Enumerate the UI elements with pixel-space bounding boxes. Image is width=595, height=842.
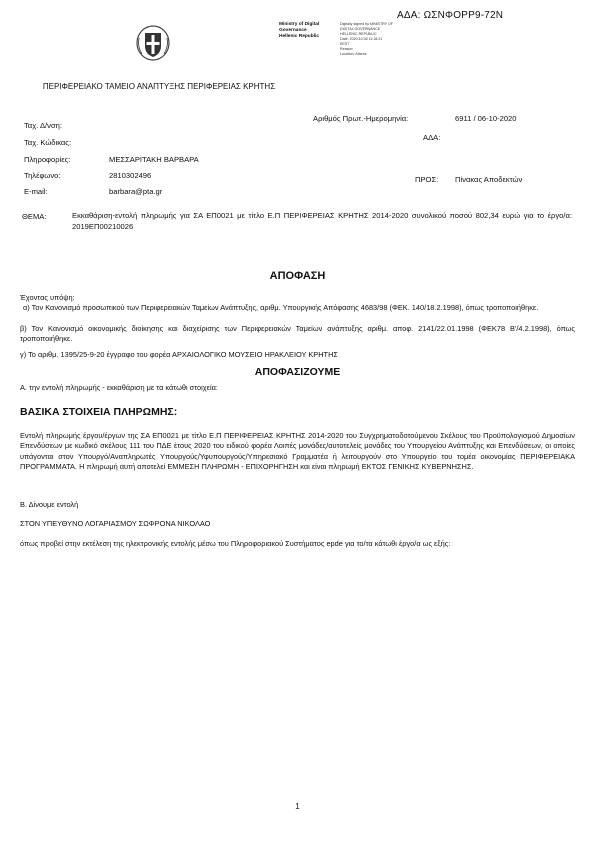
recipient-value: Πίνακας Αποδεκτών	[455, 175, 523, 184]
recipient-label: ΠΡΟΣ:	[415, 175, 439, 184]
info-value: ΜΕΣΣΑΡΙΤΑΚΗ ΒΑΡΒΑΡΑ	[109, 155, 199, 164]
account-holder: ΣΤΟΝ ΥΠΕΥΘΥΝΟ ΛΟΓΑΡΙΑΣΜΟΥ ΣΩΦΡΟΝΑ ΝΙΚΟΛΑΟ	[20, 519, 211, 528]
organization-name: ΠΕΡΙΦΕΡΕΙΑΚΟ ΤΑΜΕΙΟ ΑΝΑΠΤΥΞΗΣ ΠΕΡΙΦΕΡΕΙΑΣ ΚΡΗΤΗΣ	[42, 82, 276, 91]
signature-line: Governance	[279, 28, 307, 33]
email-label: E-mail:	[24, 187, 48, 196]
considering-item-a: α) Τον Κανονισμό προσωπικού των Περιφερειακών Ταμείων Ανάπτυξης, αριθμ. Υπουργικής Απόφασης 4683/98 (ΦΕΚ. 140/18.2.1998), όπως τροποποιήθηκε.	[23, 303, 539, 312]
protocol-value: 6911 / 06-10-2020	[455, 114, 517, 123]
signature-detail: Date: 2020.10.06 11:18:21	[340, 37, 383, 41]
info-label: Πληροφορίες:	[24, 155, 71, 164]
signature-line: Ministry of Digital	[279, 22, 320, 27]
we-decide-title: ΑΠΟΦΑΣΙΖΟΥΜΕ	[254, 366, 341, 378]
payment-paragraph: Εντολή πληρωμής έργου/έργων της ΣΑ ΕΠ0021 με τίτλο Ε.Π ΠΕΡΙΦΕΡΕΙΑΣ ΚΡΗΤΗΣ 2014-2020 του Συγχρηματοδοτούμενου Σκέλους του Προϋπολογισμού Δημοσίων Επενδύσεων με κωδικό σκέλους 111 του ΠΔΕ έτους 2020 του ειδικού φορέα Λοιπές μονάδες/αυτοτελείς μονάδες του Υπουργείου Ανάπτυξης και Επενδύσεων, οι οποίες υπάγονται στον Υπουργό/Αναπληρωτές Υπουργούς/Υφυπουργούς/Υπηρεσιακό Γραμματέα ή λειτουργούν στο Υπουργείο του τομέα οικονομίας ΠΕΡΙΦΕΡΕΙΑΚΑ ΠΡΟΓΡΑΜΜΑΤΑ. Η πληρωμή αυτή αποτελεί ΕΜΜΕΣΗ ΠΛΗΡΩΜΗ - ΕΠΙΧΟΡΗΓΗΣΗ και είναι πληρωμή ΕΚΤΟΣ ΓΕΝΙΚΗΣ ΚΥΒΕΡΝΗΣΗΣ.	[20, 431, 575, 471]
page-number: 1	[295, 802, 300, 811]
execution-instruction: όπως προβεί στην εκτέλεση της ηλεκτρονικής εντολής μέσω του Πληροφοριακού Συστήματος epde για το/τα κάτωθι έργο/α ως εξής:	[20, 539, 451, 548]
ada-header: ΑΔΑ: ΩΣΝΦΟΡΡ9-72Ν	[397, 10, 504, 21]
considering-item-b: β) Τον Κανονισμό οικονομικής διοίκησης και διαχείρισης των Περιφερειακών Ταμείων ανάπτυξης αριθμ. αποφ. 2141/22.01.1998 (ΦΕΚ78 Β'/4.2.1998), όπως τροποποιήθηκε.	[20, 324, 575, 344]
considering-item-c: γ) Το αριθμ. 1395/25-9-20 έγγραφο του φορέα ΑΡΧΑΙΟΛΟΓΙΚΟ ΜΟΥΣΕΙΟ ΗΡΑΚΛΕΙΟΥ ΚΡΗΤΗΣ	[20, 350, 338, 359]
signature-detail: HELLENIC REPUBLIC	[340, 32, 377, 36]
decision-title: ΑΠΟΦΑΣΗ	[269, 270, 326, 282]
coat-of-arms-icon	[134, 24, 172, 62]
section-a: Α. την εντολή πληρωμής - εκκαθάριση με τα κάτωθι στοιχεία:	[20, 383, 218, 392]
phone-value: 2810302496	[109, 171, 152, 180]
payment-heading: ΒΑΣΙΚΑ ΣΤΟΙΧΕΙΑ ΠΛΗΡΩΜΗΣ:	[20, 406, 178, 418]
signature-detail: EEST	[340, 42, 350, 46]
subject-text: Εκκαθάριση-εντολή πληρωμής για ΣΑ ΕΠ0021 με τίτλο Ε.Π ΠΕΡΙΦΕΡΕΙΑΣ ΚΡΗΤΗΣ 2014-2020 συνολικού ποσού 802,34 ευρώ για το έργο/α: 2019ΕΠ00210026	[72, 211, 572, 231]
zip-code-label: Ταχ. Κώδικας:	[24, 138, 72, 147]
signature-line: Hellenic Republic	[279, 34, 319, 39]
phone-label: Τηλέφωνο:	[24, 171, 61, 180]
digital-signature-details	[340, 22, 398, 57]
postal-address-label: Ταχ. Δ/νση:	[24, 121, 62, 130]
ada-label: ΑΔΑ:	[423, 133, 441, 142]
protocol-label: Αριθμός Πρωτ.-Ημερομηνία:	[313, 114, 409, 123]
considering-intro: Έχοντας υπόψη:	[20, 293, 75, 302]
signature-detail: Reason:	[340, 47, 354, 51]
signature-detail: DIGITAL GOVERNANCE	[340, 27, 381, 31]
subject-label: ΘΕΜΑ:	[22, 212, 47, 221]
section-b: Β. Δίνουμε εντολή	[20, 500, 79, 509]
signature-detail: Location: Athens	[340, 52, 367, 56]
email-value: barbara@pta.gr	[109, 187, 163, 196]
signature-detail: Digitally signed by MINISTRY OF	[340, 22, 393, 26]
digital-signature-block	[279, 22, 339, 40]
